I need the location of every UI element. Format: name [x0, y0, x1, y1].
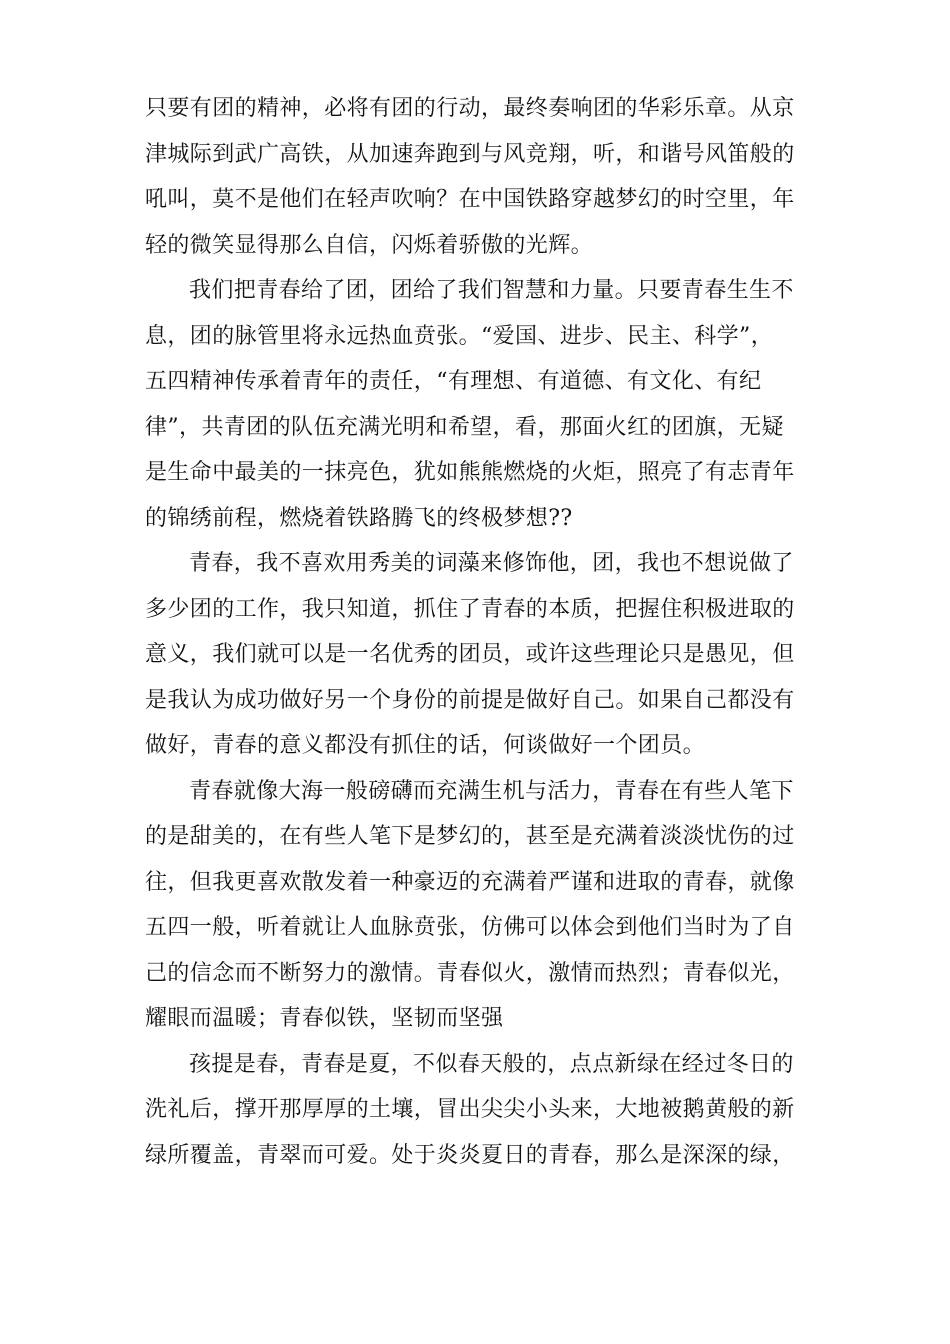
paragraph-line: 青春就像大海一般磅礴而充满生机与活力，青春在有些人笔下 [189, 778, 794, 804]
paragraph-line: 的是甜美的，在有些人笔下是梦幻的，甚至是充满着淡淡忧伤的过 [145, 824, 795, 849]
paragraph-line: 息，团的脉管里将永远热血贲张。“爱国、进步、民主、科学”， [145, 323, 774, 349]
paragraph-line: 绿所覆盖，青翠而可爱。处于炎炎夏日的青春，那么是深深的绿， [145, 1142, 795, 1168]
paragraph-line: 吼叫，莫不是他们在轻声吹响？在中国铁路穿越梦幻的时空里，年 [145, 187, 795, 212]
paragraph-line: 我们把青春给了团，团给了我们智慧和力量。只要青春生生不 [189, 278, 794, 303]
paragraph-line: 是我认为成功做好另一个身份的前提是做好自己。如果自己都没有 [145, 687, 795, 713]
document-body [145, 86, 805, 1178]
paragraph-line: 洗礼后，撑开那厚厚的土壤，冒出尖尖小头来，大地被鹅黄般的新 [145, 1097, 795, 1122]
paragraph-line: 青春，我不喜欢用秀美的词藻来修饰他，团，我也不想说做了 [189, 551, 794, 576]
paragraph-line: 孩提是春，青春是夏，不似春天般的，点点新绿在经过冬日的 [189, 1051, 794, 1077]
paragraph-line: 津城际到武广高铁，从加速奔跑到与风竞翔，听，和谐号风笛般的 [145, 141, 795, 167]
paragraph-line: 律”，共青团的队伍充满光明和希望，看，那面火红的团旗，无疑 [145, 414, 784, 440]
paragraph-line: 意义，我们就可以是一名优秀的团员，或许这些理论只是愚见，但 [145, 642, 795, 667]
paragraph-2 [145, 268, 805, 541]
paragraph-line: 多少团的工作，我只知道，抓住了青春的本质，把握住积极进取的 [145, 596, 795, 622]
paragraph-4 [145, 769, 805, 1042]
paragraph-line: 往，但我更喜欢散发着一种豪迈的充满着严谨和进取的青春，就像 [145, 869, 795, 895]
paragraph-3 [145, 541, 805, 769]
paragraph-1 [145, 86, 805, 268]
paragraph-line: 五四一般，听着就让人血脉贲张，仿佛可以体会到他们当时为了自 [145, 915, 795, 940]
paragraph-line: 己的信念而不断努力的激情。青春似火，激情而热烈；青春似光， [145, 960, 795, 986]
paragraph-line: 五四精神传承着青年的责任，“有理想、有道德、有文化、有纪 [145, 369, 762, 394]
paragraph-line: 做好，青春的意义都没有抓住的话，何谈做好一个团员。 [145, 733, 706, 758]
paragraph-line: 耀眼而温暖；青春似铁，坚韧而坚强 [145, 1006, 504, 1031]
paragraph-line: 是生命中最美的一抹亮色，犹如熊熊燃烧的火炬，照亮了有志青年 [145, 460, 795, 485]
paragraph-line: 轻的微笑显得那么自信，闪烁着骄傲的光辉。 [145, 232, 594, 258]
paragraph-line: 的锦绣前程，燃烧着铁路腾飞的终极梦想?? [145, 505, 573, 531]
paragraph-line: 只要有团的精神，必将有团的行动，最终奏响团的华彩乐章。从京 [145, 96, 795, 121]
paragraph-5 [145, 1042, 805, 1179]
